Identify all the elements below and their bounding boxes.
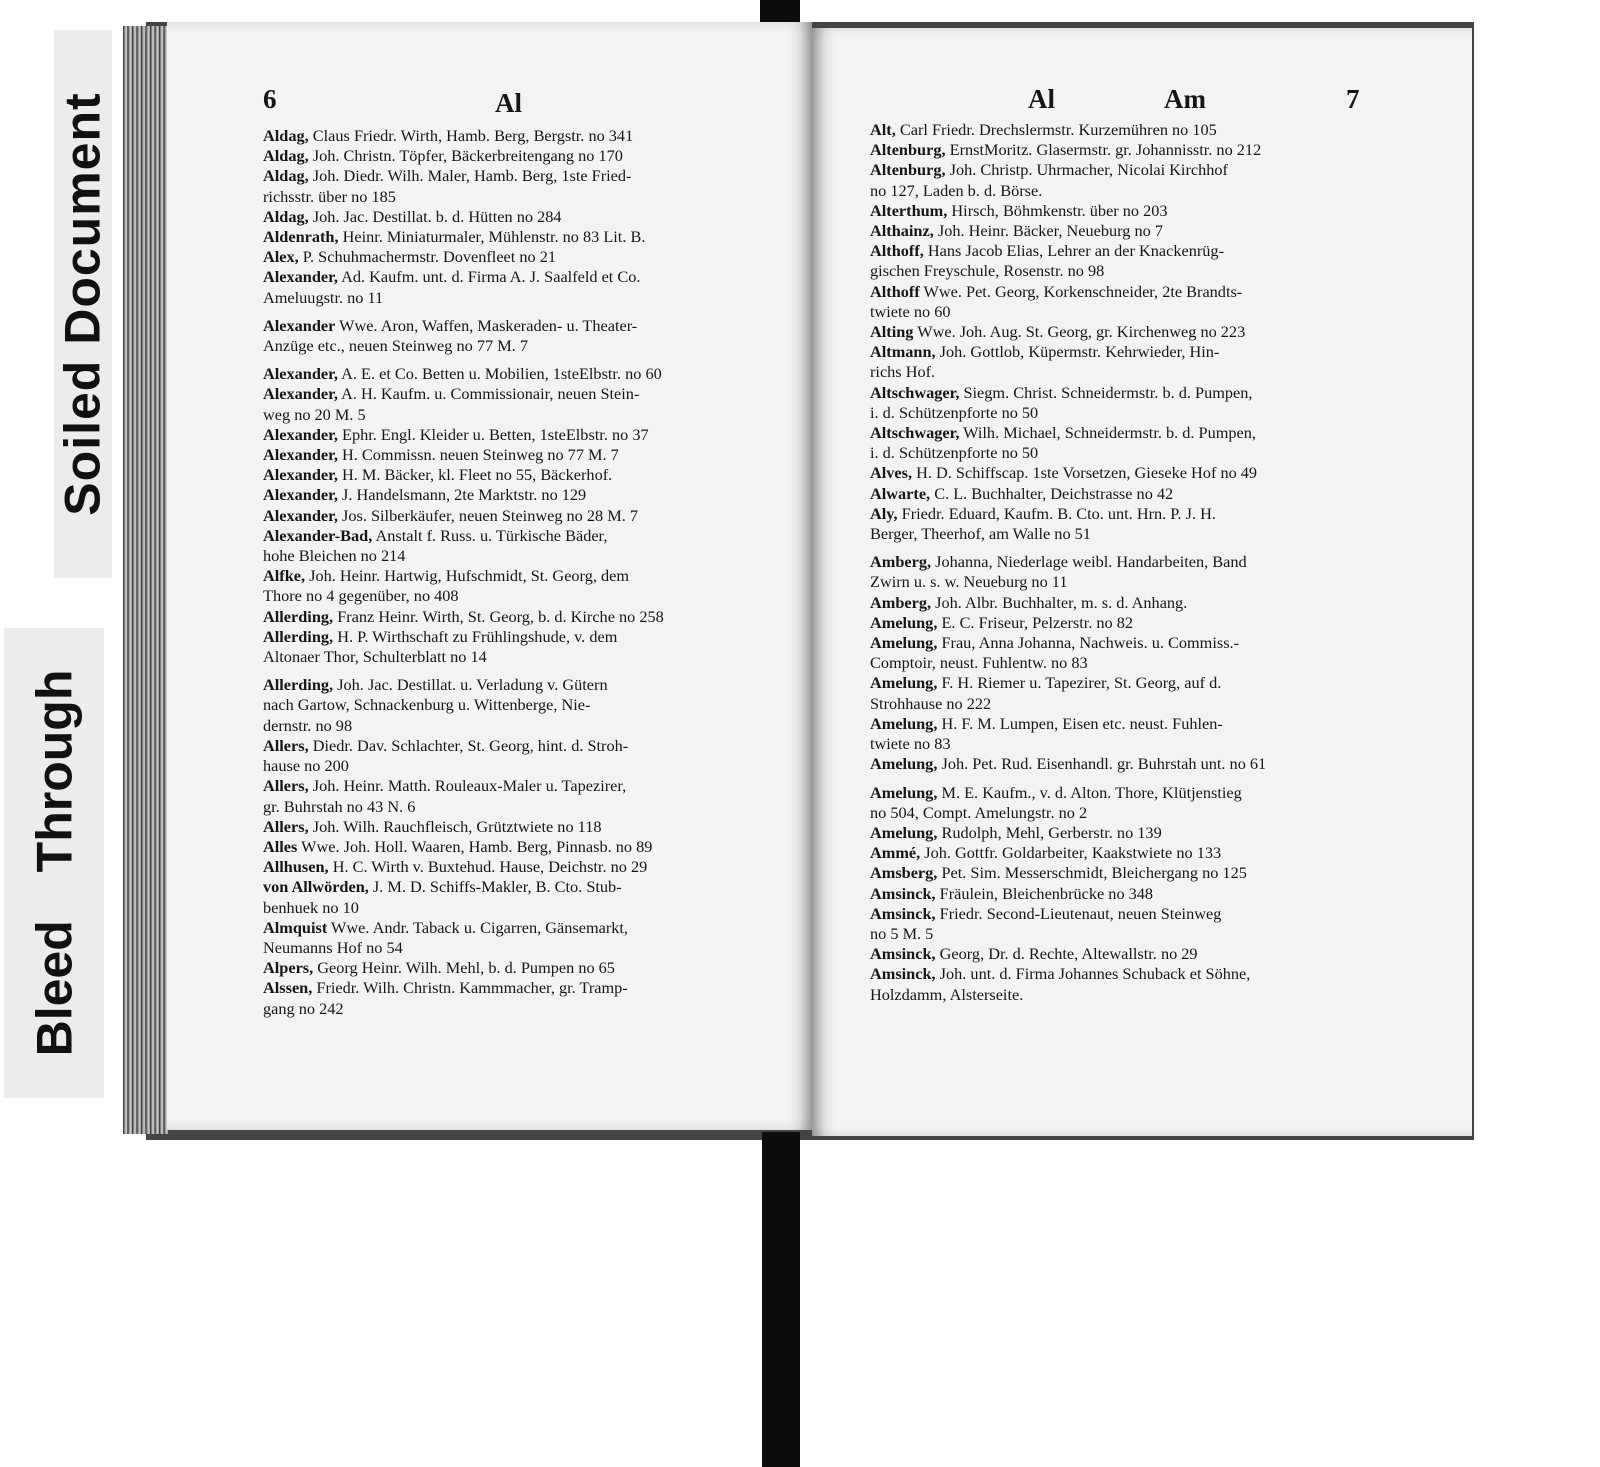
entry-details: Joh. Gottfr. Goldarbeiter, Kaakstwiete no 133 (924, 843, 1222, 863)
directory-entry (870, 884, 1266, 904)
entry-details: Franz Heinr. Wirth, St. Georg, b. d. Kirche no 258 (337, 606, 664, 626)
entry-continuation: no 5 M. 5 (870, 923, 934, 943)
directory-entry (870, 633, 1266, 673)
directory-entry (263, 364, 664, 384)
directory-entry (263, 776, 664, 816)
directory-entry (870, 944, 1266, 964)
entry-details: H. P. Wirthschaft zu Frühlingshude, v. dem (337, 626, 618, 646)
entry-details: Joh. Jac. Destillat. b. d. Hütten no 284 (312, 206, 562, 226)
directory-entry (263, 384, 664, 424)
entry-details: J. Handelsmann, 2te Marktstr. no 129 (342, 485, 587, 505)
entry-name: Alfke, (263, 566, 306, 586)
left-page (167, 22, 812, 1130)
directory-entry (263, 207, 664, 227)
entry-name: Almquist (263, 917, 328, 937)
entry-details: Pet. Sim. Messerschmidt, Bleichergang no 125 (941, 863, 1247, 883)
entry-details: Wwe. Aron, Waffen, Maskeraden- u. Theater- (339, 315, 638, 335)
directory-entry (263, 146, 664, 166)
directory-entry (870, 484, 1266, 504)
entry-details: Rudolph, Mehl, Gerberstr. no 139 (941, 822, 1162, 842)
directory-entry (263, 877, 664, 917)
entry-continuation: no 504, Compt. Amelungstr. no 2 (870, 802, 1088, 822)
entry-details: Joh. Pet. Rud. Eisenhandl. gr. Buhrstah unt. no 61 (941, 754, 1267, 774)
entry-name: Althainz, (870, 221, 934, 241)
entry-details: Wwe. Joh. Aug. St. Georg, gr. Kirchenweg no 223 (917, 322, 1246, 342)
entry-name: Allers, (263, 776, 309, 796)
entry-name: Alexander, (263, 445, 338, 465)
entry-name: Alwarte, (870, 483, 931, 503)
entry-continuation: weg no 20 M. 5 (263, 404, 366, 424)
entry-continuation: nach Gartow, Schnackenburg u. Wittenberge, Nie- (263, 695, 591, 715)
entry-name: Aldenrath, (263, 227, 339, 247)
entry-name: Altmann, (870, 342, 936, 362)
directory-entry (870, 504, 1266, 544)
entry-continuation: Zwirn u. s. w. Neueburg no 11 (870, 572, 1068, 592)
directory-entry (263, 817, 664, 837)
directory-entry (870, 904, 1266, 944)
entry-continuation: Holzdamm, Alsterseite. (870, 984, 1024, 1004)
entry-name: Alex, (263, 247, 299, 267)
directory-entry (870, 282, 1266, 322)
entry-continuation: benhuek no 10 (263, 897, 359, 917)
directory-entry (870, 863, 1266, 883)
entry-details: Joh. unt. d. Firma Johannes Schuback et Söhne, (939, 964, 1251, 984)
entry-details: Wwe. Joh. Holl. Waaren, Hamb. Berg, Pinnasb. no 89 (301, 836, 653, 856)
entry-name: Amelung, (870, 754, 938, 774)
entry-details: Anstalt f. Russ. u. Türkische Bäder, (375, 525, 608, 545)
left-entry-list (263, 126, 664, 1019)
entry-details: Friedr. Second-Lieutenaut, neuen Steinweg (939, 903, 1222, 923)
entry-details: Wilh. Michael, Schneidermstr. b. d. Pumpen, (963, 423, 1256, 443)
entry-name: Allerding, (263, 606, 334, 626)
left-page-header: Al (495, 88, 522, 118)
entry-details: Ad. Kaufm. unt. d. Firma A. J. Saalfeld et Co. (341, 267, 641, 287)
right-entry-list (870, 120, 1266, 1005)
entry-continuation: i. d. Schützenpforte no 50 (870, 443, 1039, 463)
entry-details: Johanna, Niederlage weibl. Handarbeiten, Band (935, 552, 1247, 572)
directory-entry (870, 322, 1266, 342)
entry-details: A. E. et Co. Betten u. Mobilien, 1steElbstr. no 60 (341, 364, 662, 384)
entry-details: Frau, Anna Johanna, Nachweis. u. Commiss.- (941, 633, 1240, 653)
directory-entry (870, 754, 1266, 774)
entry-continuation: Ameluugstr. no 11 (263, 287, 384, 307)
directory-entry (870, 714, 1266, 754)
entry-name: Alexander (263, 315, 336, 335)
directory-entry (870, 120, 1266, 140)
entry-details: E. C. Friseur, Pelzerstr. no 82 (941, 612, 1134, 632)
directory-entry (263, 857, 664, 877)
entry-name: Altschwager, (870, 423, 960, 443)
directory-entry (870, 673, 1266, 713)
directory-entry (870, 221, 1266, 241)
entry-details: F. H. Riemer u. Tapezirer, St. Georg, auf d. (941, 673, 1222, 693)
entry-details: H. C. Wirth v. Buxtehud. Hause, Deichstr. no 29 (332, 857, 648, 877)
entry-name: Altenburg, (870, 160, 946, 180)
entry-name: Alting (870, 322, 914, 342)
entry-details: Friedr. Wilh. Christn. Kammmacher, gr. Tramp- (316, 978, 628, 998)
directory-entry (870, 342, 1266, 382)
entry-name: von Allwörden, (263, 877, 369, 897)
directory-entry (263, 316, 664, 356)
entry-name: Amelung, (870, 673, 938, 693)
entry-continuation: no 127, Laden b. d. Börse. (870, 180, 1043, 200)
soiled-document-text: Soiled Document (55, 92, 111, 516)
entry-name: Alexander, (263, 364, 338, 384)
entry-name: Amberg, (870, 552, 932, 572)
directory-entry (870, 843, 1266, 863)
entry-details: Joh. Heinr. Matth. Rouleaux-Maler u. Tapezirer, (312, 776, 627, 796)
entry-continuation: gang no 242 (263, 998, 344, 1018)
entry-name: Amelung, (870, 612, 938, 632)
entry-details: Wwe. Pet. Georg, Korkenschneider, 2te Brandts- (923, 281, 1243, 301)
directory-entry (263, 918, 664, 958)
entry-name: Amsinck, (870, 964, 936, 984)
entry-name: Altschwager, (870, 382, 960, 402)
directory-entry (263, 465, 664, 485)
entry-name: Aldag, (263, 166, 309, 186)
entry-name: Alexander, (263, 267, 338, 287)
entry-details: A. H. Kaufm. u. Commissionair, neuen Stein- (341, 384, 640, 404)
directory-entry (263, 978, 664, 1018)
right-page-header-left: Al (1028, 84, 1055, 114)
directory-entry (263, 675, 664, 736)
right-page-header-right: Am (1164, 84, 1206, 114)
entry-details: H. Commissn. neuen Steinweg no 77 M. 7 (342, 445, 619, 465)
directory-entry (263, 958, 664, 978)
entry-continuation: Comptoir, neust. Fuhlentw. no 83 (870, 653, 1088, 673)
entry-name: Alexander, (263, 485, 338, 505)
entry-name: Alssen, (263, 978, 313, 998)
entry-details: Joh. Gottlob, Küpermstr. Kehrwieder, Hin- (939, 342, 1220, 362)
directory-entry (263, 506, 664, 526)
directory-entry (263, 227, 664, 247)
directory-entry (263, 566, 664, 606)
entry-continuation: twiete no 60 (870, 301, 951, 321)
entry-details: P. Schuhmachermstr. Dovenfleet no 21 (302, 247, 557, 267)
entry-details: Diedr. Dav. Schlachter, St. Georg, hint. d. Stroh- (312, 735, 629, 755)
entry-name: Amsinck, (870, 883, 936, 903)
entry-name: Alexander, (263, 465, 338, 485)
entry-name: Aldag, (263, 126, 309, 145)
left-page-number: 6 (263, 84, 277, 114)
entry-details: Jos. Silberkäufer, neuen Steinweg no 28 M. 7 (342, 505, 638, 525)
entry-details: Joh. Christp. Uhrmacher, Nicolai Kirchhof (949, 160, 1228, 180)
soiled-document-label (54, 30, 112, 578)
entry-details: Hans Jacob Elias, Lehrer an der Knackenrüg- (927, 241, 1224, 261)
entry-continuation: Berger, Theerhof, am Walle no 51 (870, 524, 1091, 544)
entry-continuation: gischen Freyschule, Rosenstr. no 98 (870, 261, 1105, 281)
entry-details: H. M. Bäcker, kl. Fleet no 55, Bäckerhof. (342, 465, 613, 485)
directory-entry (870, 201, 1266, 221)
entry-name: Alves, (870, 463, 913, 483)
entry-name: Amsinck, (870, 903, 936, 923)
entry-name: Allerding, (263, 626, 334, 646)
directory-entry (870, 160, 1266, 200)
entry-name: Alles (263, 836, 298, 856)
entry-details: H. F. M. Lumpen, Eisen etc. neust. Fuhlen- (941, 713, 1223, 733)
directory-entry (870, 783, 1266, 823)
bookmark-ribbon-bottom (762, 1132, 800, 1467)
entry-name: Alpers, (263, 958, 314, 978)
directory-entry (263, 485, 664, 505)
entry-details: C. L. Buchhalter, Deichstrasse no 42 (934, 483, 1174, 503)
entry-details: Joh. Heinr. Bäcker, Neueburg no 7 (937, 221, 1163, 241)
directory-entry (263, 247, 664, 267)
entry-details: H. D. Schiffscap. 1ste Vorsetzen, Gieseke Hof no 49 (916, 463, 1258, 483)
entry-continuation: hause no 200 (263, 756, 349, 776)
entry-continuation: Anzüge etc., neuen Steinweg no 77 M. 7 (263, 336, 528, 356)
entry-name: Ammé, (870, 843, 921, 863)
directory-entry (870, 823, 1266, 843)
entry-details: Joh. Diedr. Wilh. Maler, Hamb. Berg, 1ste Fried- (312, 166, 632, 186)
entry-name: Allers, (263, 735, 309, 755)
directory-entry (263, 445, 664, 465)
entry-details: Joh. Heinr. Hartwig, Hufschmidt, St. Georg, dem (309, 566, 630, 586)
entry-name: Amelung, (870, 633, 938, 653)
directory-entry (870, 383, 1266, 423)
entry-name: Aldag, (263, 206, 309, 226)
directory-entry (263, 526, 664, 566)
entry-name: Allhusen, (263, 857, 329, 877)
entry-name: Alexander, (263, 505, 338, 525)
entry-continuation: Neumanns Hof no 54 (263, 937, 403, 957)
entry-name: Althoff (870, 281, 920, 301)
entry-details: Joh. Christn. Töpfer, Bäckerbreitengang no 170 (312, 146, 623, 166)
entry-details: Joh. Jac. Destillat. u. Verladung v. Gütern (337, 675, 608, 695)
entry-details: Carl Friedr. Drechslermstr. Kurzemühren no 105 (899, 120, 1217, 139)
directory-entry (870, 463, 1266, 483)
entry-name: Amelung, (870, 822, 938, 842)
bleed-through-text: Bleed Through (26, 669, 83, 1057)
entry-details: Friedr. Eduard, Kaufm. B. Cto. unt. Hrn. P. J. H. (901, 503, 1216, 523)
entry-continuation: i. d. Schützenpforte no 50 (870, 402, 1039, 422)
directory-entry (870, 964, 1266, 1004)
entry-name: Aldag, (263, 146, 309, 166)
directory-entry (263, 837, 664, 857)
entry-continuation: hohe Bleichen no 214 (263, 546, 406, 566)
entry-details: Wwe. Andr. Taback u. Cigarren, Gänsemarkt, (331, 917, 628, 937)
entry-continuation: gr. Buhrstah no 43 N. 6 (263, 796, 416, 816)
entry-name: Aly, (870, 503, 898, 523)
entry-name: Althoff, (870, 241, 924, 261)
directory-entry (263, 607, 664, 627)
entry-details: Joh. Albr. Buchhalter, m. s. d. Anhang. (935, 592, 1188, 612)
directory-entry (870, 241, 1266, 281)
directory-entry (263, 126, 664, 146)
bleed-through-label (4, 628, 104, 1098)
entry-details: Georg Heinr. Wilh. Mehl, b. d. Pumpen no 65 (317, 958, 615, 978)
entry-name: Amberg, (870, 592, 932, 612)
directory-entry (263, 736, 664, 776)
directory-entry (263, 166, 664, 206)
entry-name: Alexander-Bad, (263, 525, 373, 545)
entry-name: Amsinck, (870, 944, 936, 964)
directory-entry (870, 140, 1266, 160)
entry-continuation: Thore no 4 gegenüber, no 408 (263, 586, 459, 606)
right-page-number: 7 (1346, 84, 1360, 114)
directory-entry (263, 627, 664, 667)
entry-details: J. M. D. Schiffs-Makler, B. Cto. Stub- (372, 877, 622, 897)
entry-continuation: Altonaer Thor, Schulterblatt no 14 (263, 647, 487, 667)
entry-continuation: richsstr. über no 185 (263, 186, 396, 206)
entry-name: Altenburg, (870, 140, 946, 160)
entry-details: M. E. Kaufm., v. d. Alton. Thore, Klütjenstieg (941, 782, 1242, 802)
right-page (812, 28, 1472, 1136)
entry-name: Alt, (870, 120, 896, 139)
entry-details: Hirsch, Böhmkenstr. über no 203 (951, 200, 1168, 220)
directory-entry (263, 267, 664, 307)
entry-details: Siegm. Christ. Schneidermstr. b. d. Pumpen, (963, 382, 1253, 402)
entry-name: Amsberg, (870, 863, 938, 883)
entry-details: ErnstMoritz. Glasermstr. gr. Johannisstr. no 212 (949, 140, 1262, 160)
entry-name: Amelung, (870, 713, 938, 733)
entry-continuation: dernstr. no 98 (263, 715, 353, 735)
entry-details: Joh. Wilh. Rauchfleisch, Grütztwiete no 118 (312, 816, 602, 836)
entry-name: Alexander, (263, 384, 338, 404)
directory-entry (870, 593, 1266, 613)
entry-name: Allers, (263, 816, 309, 836)
entry-details: Heinr. Miniaturmaler, Mühlenstr. no 83 Lit. B. (342, 227, 646, 247)
entry-continuation: twiete no 83 (870, 734, 951, 754)
entry-continuation: richs Hof. (870, 362, 936, 382)
entry-name: Amelung, (870, 782, 938, 802)
entry-details: Fräulein, Bleichenbrücke no 348 (939, 883, 1154, 903)
entry-name: Allerding, (263, 675, 334, 695)
entry-name: Alexander, (263, 424, 338, 444)
entry-details: Claus Friedr. Wirth, Hamb. Berg, Bergstr. no 341 (312, 126, 634, 145)
directory-entry (870, 423, 1266, 463)
page-edges (123, 26, 169, 1134)
entry-details: Georg, Dr. d. Rechte, Altewallstr. no 29 (939, 944, 1198, 964)
directory-entry (870, 613, 1266, 633)
directory-entry (263, 425, 664, 445)
entry-name: Alterthum, (870, 200, 948, 220)
entry-continuation: Strohhause no 222 (870, 693, 992, 713)
entry-details: Ephr. Engl. Kleider u. Betten, 1steElbstr. no 37 (342, 424, 649, 444)
directory-entry (870, 552, 1266, 592)
